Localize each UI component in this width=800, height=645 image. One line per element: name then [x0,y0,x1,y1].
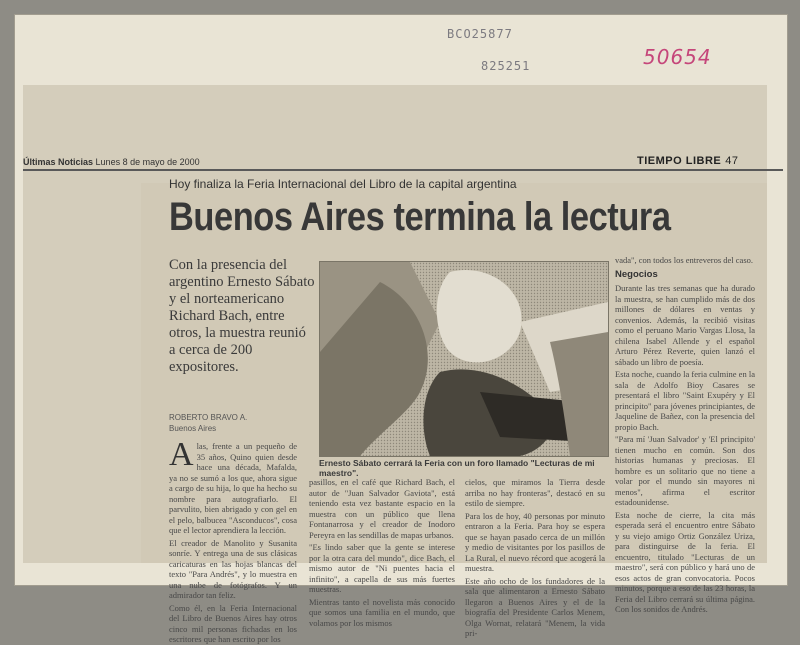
page-number: 47 [725,155,739,167]
newspaper-clipping [23,85,767,644]
section-name: TIEMPO LIBRE [637,155,722,167]
section-header [637,155,738,167]
headline: Buenos Aires termina la lectura [169,195,671,239]
handwritten-number: 50654 [643,45,712,69]
archive-stamp: BCO25877 [447,27,513,41]
subheading: Negocios [615,268,658,280]
byline-place: Buenos Aires [169,424,217,433]
accession-number: 825251 [481,59,531,73]
paragraph: vada", con todos los entreveros del caso. [615,255,754,265]
column-3 [465,477,605,638]
column-2 [309,477,455,631]
drop-cap: A [169,436,194,473]
masthead-rule [23,169,783,171]
kicker: Hoy finaliza la Feria Internacional del Libro de la capital argentina [169,177,517,191]
column-1 [169,436,297,644]
paragraph: Esta noche de cierre, la cita más esperada será el encuentro entre Sábato y su viejo amigo Ortiz González Uriza, para distinguirse de la feria. El encuentro, titulado "Lecturas de un maestro", será con público y hará uno de esos actos de gran convocatoria. Pocos minutos, porque a eso de las 23 horas, la Feria del Libro cerrará su última página. Con los sonidos de Andrés. [615,509,755,614]
archive-card [14,14,788,644]
photo-caption: Ernesto Sábato cerrará la Feria con un foro llamado "Lecturas de mi maestro". [319,458,595,478]
paragraph: Durante las tres semanas que ha durado la muestra, se han cumplido más de dos millones de dólares en ventas y convenios. Además, la recibió visitas como el peruano Mario Vargas Llosa, la chilena Isabel Allende y el español Arturo Pérez Reverte, quien lanzó el sábado un libro de poesía. [615,283,755,367]
standfirst: Con la presencia del argentino Ernesto Sábato y el norteamericano Richard Bach, entre otros, la muestra reunió a cerca de 200 expositores. [169,257,315,375]
paragraph-text: las, frente a un pequeño de 35 años, Quino quien desde hace una década, Mafalda, ya no se sumó a los que, ahora sigue a cargo de su hija, lo que ha hecho su nombre para autografiarlo. El parvulito, bien abrigado y con gel en el pelo, balbucea "Asconducos", cosa que el lector aprendiera la lección. [169,441,297,535]
publication-name: Últimas Noticias [23,157,94,167]
byline [169,412,247,434]
issue-date: Lunes 8 de mayo de 2000 [95,157,200,167]
paragraph: "Es lindo saber que la gente se interese por la otra cara del mundo", dice Bach, el mismo autor de "Ni puentes hacia el infinito", a capella de sus más fuertes muestras. [309,542,455,594]
paragraph: Mientras tanto el novelista más conocido que somos una familia en el mundo, que volamos por los mismos [309,596,455,628]
paragraph: Este año ocho de los fundadores de la sala que alimentaron a Ernesto Sábato llegaron a Buenos Aires y el de la biografía del Presidente Carlos Menem, Olga Wornat, relatará "Menem, la vida pri- [465,575,605,638]
paragraph: Para los de hoy, 40 personas por minuto entraron a la Feria. Para hoy se espera que se hayan pasado cerca de un millón y medio de visitantes por los pasillos de La Rural, el nuevo récord que acogerá la muestra. [465,510,605,573]
paragraph: El creador de Manolito y Susanita sonríe. Y entrega una de sus clásicas caricaturas en las hojas blancas del texto "Para Andrés", y lo muestra en una nube de fotógrafos. Y un admirador tan feliz. [169,537,297,600]
paragraph: Como él, en la Feria Internacional del Libro de Buenos Aires hay otros cinco mil personas fichadas en los escritores que han escrito por los [169,602,297,644]
paragraph: pasillos, en el café que Richard Bach, el autor de "Juan Salvador Gaviota", está teniendo esta vez bastante espacio en la muestra con un público que llena Fontanarrosa y el creador de Inodoro Pereyra en las sendillas de mapas urbanos. [309,477,455,540]
paragraph: Esta noche, cuando la feria culmine en la sala de Adolfo Bioy Casares se presentará el libro "Saint Exupéry y El principito" para jóvenes principiantes, de Jaqueline de Bañez, con la presencia del propio Bach. [615,369,755,432]
article-photo [319,261,609,457]
photo-image [320,262,608,456]
paragraph: cielos, que miramos la Tierra desde arriba no hay fronteras", destacó en su estilo de siempre. [465,477,605,508]
column-4 [615,255,755,631]
byline-name: ROBERTO BRAVO A. [169,413,248,422]
paragraph: "Para mí 'Juan Salvador' y 'El principito' tienen mucho en común. Son dos historias humanas y preciosas. El hombre es un solitario que no tiene a volar por el mundo sin mayores ni menos", afirma el escritor estadounidense. [615,434,755,507]
paragraph [169,436,297,536]
masthead [23,157,583,167]
